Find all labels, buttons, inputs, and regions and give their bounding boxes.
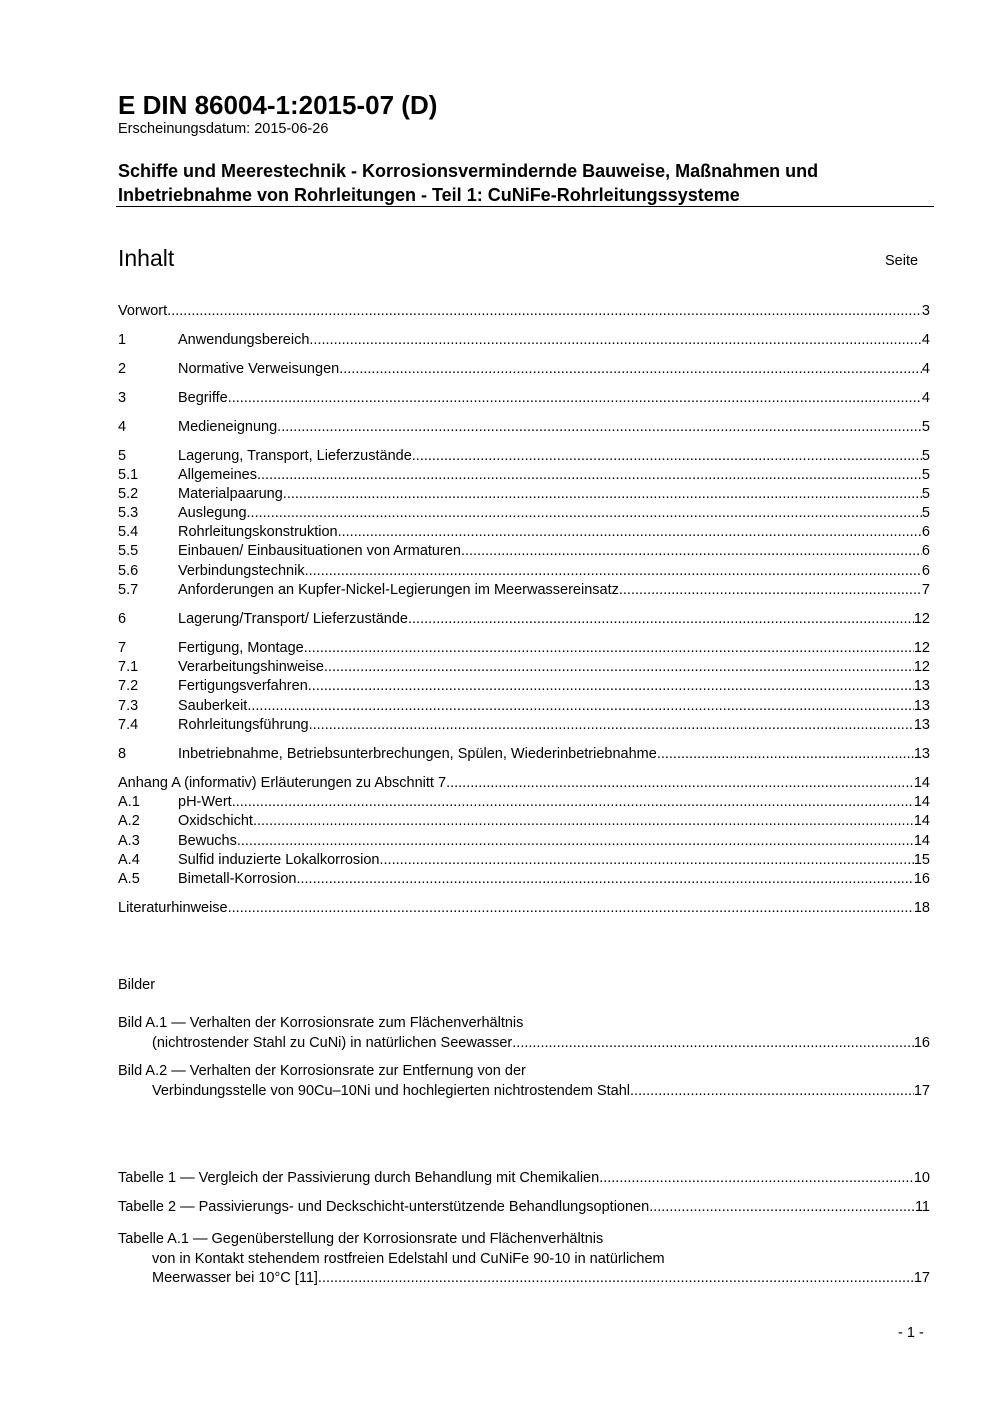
leader-dots bbox=[296, 870, 913, 889]
toc-entry-text: Bimetall-Korrosion bbox=[178, 871, 297, 887]
leader-dots bbox=[446, 774, 914, 793]
toc-entry-text: Fertigungsverfahren bbox=[178, 678, 308, 694]
toc-entry-page: 14 bbox=[913, 794, 930, 810]
toc-entry-page: 5 bbox=[921, 448, 930, 464]
figure-entry-a2[interactable] bbox=[118, 1062, 930, 1101]
toc-entry-7-1[interactable] bbox=[118, 658, 930, 677]
leader-dots bbox=[228, 389, 922, 408]
leader-dots bbox=[322, 1269, 914, 1289]
leader-dots bbox=[232, 793, 914, 812]
toc-heading: Inhalt bbox=[118, 245, 175, 271]
leader-dots bbox=[619, 581, 922, 600]
table-entry-1[interactable] bbox=[118, 1169, 930, 1188]
figure-entry-line1: Bild A.2 — Verhalten der Korrosionsrate zur Entfernung von der bbox=[118, 1063, 526, 1079]
toc-entry-page: 13 bbox=[913, 678, 930, 694]
toc-entry-5-3[interactable] bbox=[118, 504, 930, 523]
toc-entry-number: 5.1 bbox=[118, 467, 139, 483]
toc-entry-page: 6 bbox=[921, 524, 930, 540]
document-title bbox=[118, 159, 818, 207]
leader-dots bbox=[657, 745, 914, 764]
toc-entry-1[interactable] bbox=[118, 331, 930, 350]
toc-entry-5-4[interactable] bbox=[118, 523, 930, 542]
toc-entry-number: 5.6 bbox=[118, 563, 139, 579]
leader-dots bbox=[308, 677, 914, 696]
toc-entry-text: pH-Wert bbox=[178, 794, 232, 810]
toc-entry-5-7[interactable] bbox=[118, 581, 930, 600]
table-entry-2[interactable] bbox=[118, 1198, 930, 1217]
toc-entry-text: Rohrleitungskonstruktion bbox=[178, 524, 338, 540]
toc-entry-7-4[interactable] bbox=[118, 716, 930, 735]
toc-entry-page: 12 bbox=[913, 640, 930, 656]
toc-entry-number: A.2 bbox=[118, 813, 140, 829]
leader-dots bbox=[228, 899, 914, 918]
toc-entry-a-2[interactable] bbox=[118, 812, 930, 831]
toc-page-label: Seite bbox=[885, 253, 919, 269]
toc-entry-text: Inbetriebnahme, Betriebsunterbrechungen, Spülen, Wiederinbetriebnahme bbox=[178, 746, 657, 762]
leader-dots bbox=[512, 1034, 914, 1054]
toc-entry-5-1[interactable] bbox=[118, 466, 930, 485]
toc-entry-number: 5.7 bbox=[118, 582, 139, 598]
toc-entry-page: 6 bbox=[921, 563, 930, 579]
toc-entry-text: Lagerung, Transport, Lieferzustände bbox=[178, 448, 412, 464]
toc-entry-number: 5.2 bbox=[118, 486, 139, 502]
toc-entry-text: Anwendungsbereich bbox=[178, 332, 310, 348]
leader-dots bbox=[309, 331, 922, 350]
toc-entry-text: Rohrleitungsführung bbox=[178, 717, 309, 733]
toc-entry-number: 7.2 bbox=[118, 678, 139, 694]
table-entry-line1: Tabelle A.1 — Gegenüberstellung der Korrosionsrate und Flächenverhältnis bbox=[118, 1231, 604, 1247]
leader-dots bbox=[277, 418, 922, 437]
publication-date: Erscheinungsdatum: 2015-06-26 bbox=[118, 121, 329, 137]
toc-entry-page: 4 bbox=[921, 390, 930, 406]
toc-entry-page: 5 bbox=[921, 486, 930, 502]
table-entry-page: 10 bbox=[913, 1170, 930, 1186]
figure-entry-line2: Verbindungsstelle von 90Cu–10Ni und hochlegierten nichtrostendem Stahl bbox=[152, 1082, 631, 1099]
table-entry-page: 11 bbox=[914, 1199, 930, 1215]
title-line-1: Schiffe und Meerestechnik - Korrosionsvermindernde Bauweise, Maßnahmen und bbox=[118, 161, 819, 181]
toc-entry-text: Allgemeines bbox=[178, 467, 257, 483]
toc-entry-5-6[interactable] bbox=[118, 562, 930, 581]
toc-entry-page: 7 bbox=[921, 582, 930, 598]
toc-entry-a-4[interactable] bbox=[118, 851, 930, 870]
toc-entry-number: 5.5 bbox=[118, 543, 139, 559]
toc-entry-page: 15 bbox=[913, 852, 930, 868]
table-entry-text: Tabelle 2 — Passivierungs- und Deckschicht-unterstützende Behandlungsoptionen bbox=[118, 1199, 650, 1215]
leader-dots bbox=[257, 466, 922, 485]
toc-entry-page: 13 bbox=[913, 746, 930, 762]
leader-dots bbox=[339, 360, 922, 379]
toc-entry-number: 5.4 bbox=[118, 524, 139, 540]
toc-entry-number: 7 bbox=[118, 640, 127, 656]
toc-entry-number: 7.3 bbox=[118, 698, 139, 714]
toc-entry-text: Vorwort bbox=[118, 303, 168, 319]
toc-entry-text: Sulfid induzierte Lokalkorrosion bbox=[178, 852, 380, 868]
toc-entry-text: Literaturhinweise bbox=[118, 900, 228, 916]
toc-entry-text: Anhang A (informativ) Erläuterungen zu Abschnitt 7 bbox=[118, 775, 447, 791]
toc-entry-a-3[interactable] bbox=[118, 832, 930, 851]
toc-entry-text: Normative Verweisungen bbox=[178, 361, 340, 377]
toc-entry-5[interactable] bbox=[118, 447, 930, 466]
toc-entry-text: Einbauen/ Einbausituationen von Armaturen bbox=[178, 543, 461, 559]
figures-heading: Bilder bbox=[118, 977, 156, 993]
toc-entry-number: 2 bbox=[118, 361, 127, 377]
title-divider bbox=[116, 206, 934, 207]
figure-entry-line2: (nichtrostender Stahl zu CuNi) in natürlichen Seewasser bbox=[152, 1034, 513, 1051]
toc-entry-text: Oxidschicht bbox=[178, 813, 253, 829]
toc-entry-page: 12 bbox=[913, 659, 930, 675]
figure-entry-a1[interactable] bbox=[118, 1014, 930, 1053]
toc-entry-number: A.5 bbox=[118, 871, 140, 887]
toc-entry-text: Anforderungen an Kupfer-Nickel-Legierungen im Meerwassereinsatz bbox=[178, 582, 619, 598]
toc-entry-number: 5 bbox=[118, 448, 127, 464]
toc-entry-5-5[interactable] bbox=[118, 542, 930, 561]
toc-entry-page: 4 bbox=[921, 332, 930, 348]
toc-entry-number: 4 bbox=[118, 419, 127, 435]
toc-entry-7[interactable] bbox=[118, 639, 930, 658]
toc-entry-text: Begriffe bbox=[178, 390, 228, 406]
toc-entry-number: 6 bbox=[118, 611, 127, 627]
toc-entry-anhang-a[interactable] bbox=[118, 774, 930, 793]
toc-entry-7-3[interactable] bbox=[118, 697, 930, 716]
toc-entry-text: Fertigung, Montage bbox=[178, 640, 304, 656]
toc-entry-7-2[interactable] bbox=[118, 677, 930, 696]
table-entry-line2: von in Kontakt stehendem rostfreien Edelstahl und CuNiFe 90-10 in natürlichem bbox=[152, 1250, 665, 1267]
table-entry-a1[interactable] bbox=[118, 1230, 930, 1289]
toc-entry-a-5[interactable] bbox=[118, 870, 930, 889]
toc-entry-number: 8 bbox=[118, 746, 127, 762]
toc-entry-text: Verarbeitungshinweise bbox=[178, 659, 324, 675]
toc-entry-2[interactable] bbox=[118, 360, 930, 379]
leader-dots bbox=[461, 542, 922, 561]
toc-entry-3[interactable] bbox=[118, 389, 930, 408]
toc-entry-page: 5 bbox=[921, 505, 930, 521]
toc-entry-text: Verbindungstechnik bbox=[178, 563, 305, 579]
toc-entry-page: 14 bbox=[913, 833, 930, 849]
toc-entry-vorwort[interactable] bbox=[118, 302, 930, 321]
leader-dots bbox=[599, 1169, 914, 1188]
leader-dots bbox=[649, 1198, 915, 1217]
toc-entry-number: A.4 bbox=[118, 852, 140, 868]
toc-entry-a-1[interactable] bbox=[118, 793, 930, 812]
toc-entry-page: 13 bbox=[913, 717, 930, 733]
leader-dots bbox=[338, 523, 922, 542]
toc-entry-4[interactable] bbox=[118, 418, 930, 437]
toc-entry-page: 18 bbox=[913, 900, 930, 916]
leader-dots bbox=[237, 832, 914, 851]
leader-dots bbox=[309, 716, 914, 735]
toc-entry-page: 14 bbox=[913, 813, 930, 829]
leader-dots bbox=[247, 697, 914, 716]
leader-dots bbox=[380, 851, 914, 870]
toc-entry-text: Lagerung/Transport/ Lieferzustände bbox=[178, 611, 408, 627]
toc-entry-text: Materialpaarung bbox=[178, 486, 283, 502]
toc-entry-text: Auslegung bbox=[178, 505, 247, 521]
toc-entry-number: 3 bbox=[118, 390, 127, 406]
document-id: E DIN 86004-1:2015-07 (D) bbox=[118, 90, 438, 120]
leader-dots bbox=[247, 504, 922, 523]
leader-dots bbox=[412, 447, 922, 466]
toc-entry-page: 6 bbox=[921, 543, 930, 559]
toc-entry-page: 5 bbox=[921, 467, 930, 483]
table-entry-line3: Meerwasser bei 10°C [11]. bbox=[152, 1270, 322, 1286]
toc-entry-8[interactable] bbox=[118, 745, 930, 764]
toc-entry-number: 7.1 bbox=[118, 659, 139, 675]
toc-entry-number: A.1 bbox=[118, 794, 140, 810]
figure-entry-page: 17 bbox=[913, 1082, 930, 1099]
figure-entry-page: 16 bbox=[913, 1034, 930, 1051]
table-entry-page: 17 bbox=[913, 1270, 930, 1286]
toc-entry-number: A.3 bbox=[118, 833, 140, 849]
leader-dots bbox=[630, 1082, 914, 1102]
figure-entry-line1: Bild A.1 — Verhalten der Korrosionsrate zum Flächenverhältnis bbox=[118, 1015, 524, 1031]
toc-entry-page: 4 bbox=[921, 361, 930, 377]
toc-entry-5-2[interactable] bbox=[118, 485, 930, 504]
leader-dots bbox=[167, 302, 922, 321]
leader-dots bbox=[324, 658, 914, 677]
toc-entry-page: 16 bbox=[913, 871, 930, 887]
title-line-2: Inbetriebnahme von Rohrleitungen - Teil 1: CuNiFe-Rohrleitungssysteme bbox=[118, 185, 740, 205]
leader-dots bbox=[305, 562, 922, 581]
toc-entry-text: Sauberkeit bbox=[178, 698, 248, 714]
leader-dots bbox=[283, 485, 922, 504]
toc-entry-text: Medieneignung bbox=[178, 419, 278, 435]
leader-dots bbox=[304, 639, 914, 658]
toc-entry-page: 14 bbox=[913, 775, 930, 791]
toc-entry-number: 7.4 bbox=[118, 717, 139, 733]
toc-entry-literaturhinweise[interactable] bbox=[118, 899, 930, 918]
page-number: - 1 - bbox=[898, 1325, 924, 1341]
toc-entry-page: 13 bbox=[913, 698, 930, 714]
toc-entry-6[interactable] bbox=[118, 610, 930, 629]
leader-dots bbox=[253, 812, 914, 831]
toc-entry-number: 1 bbox=[118, 332, 127, 348]
leader-dots bbox=[408, 610, 914, 629]
table-entry-text: Tabelle 1 — Vergleich der Passivierung durch Behandlung mit Chemikalien bbox=[118, 1170, 600, 1186]
toc-entry-number: 5.3 bbox=[118, 505, 139, 521]
toc-entry-text: Bewuchs bbox=[178, 833, 237, 849]
toc-entry-page: 12 bbox=[913, 611, 930, 627]
toc-entry-page: 3 bbox=[921, 303, 930, 319]
toc-entry-page: 5 bbox=[921, 419, 930, 435]
